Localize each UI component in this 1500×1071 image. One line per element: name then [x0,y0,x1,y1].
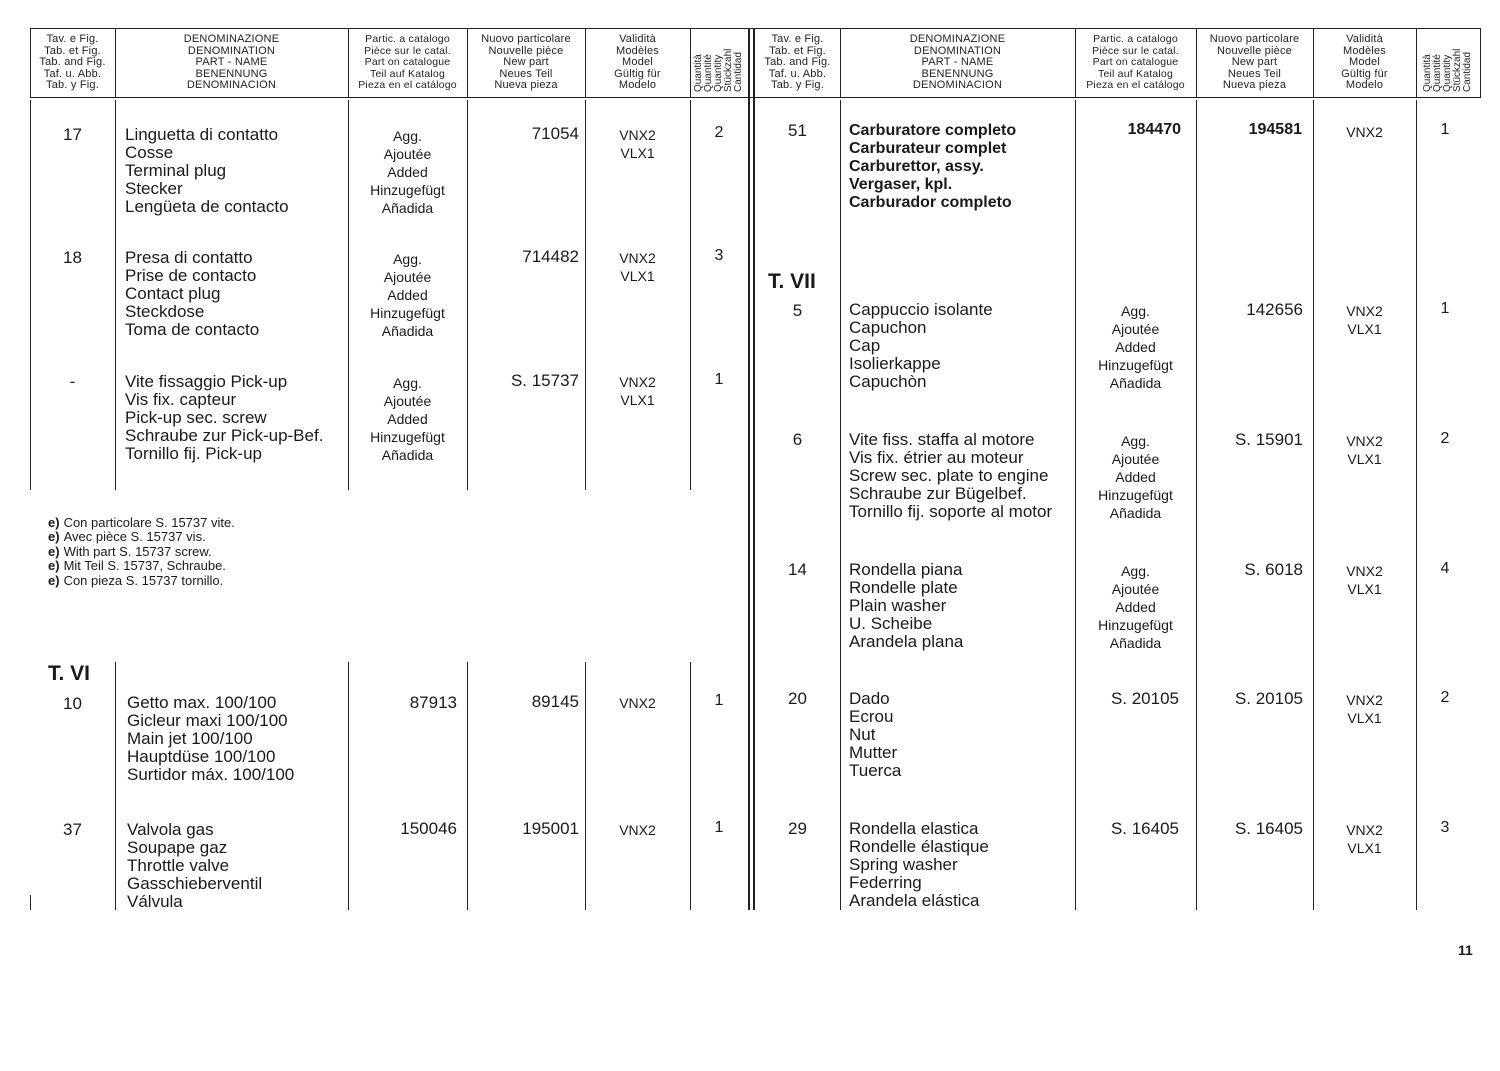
quantity: 4 [1440,560,1450,577]
new-part-number: 142656 [1246,300,1303,319]
page-number: 11 [1458,942,1473,958]
col-divider [115,100,116,490]
header-quantity: Quantità Quantité Quantity Stückzahl Cantidad [1422,48,1473,92]
part-names: Rondella elastica Rondelle élastique Spring washer Federring Arandela elástica [849,819,989,910]
col-divider [840,100,841,910]
footnote: e) Con particolare S. 15737 vite. e) Avec pièce S. 15737 vis. e) With part S. 15737 screw. e) Mit Teil S. 15737, Schraube. e) Con pieza S. 15737 tornillo. [48,515,235,588]
col-divider [1480,28,1481,98]
part-names: Rondella piana Rondelle plate Plain washer U. Scheibe Arandela plana [849,560,964,651]
fig-number: 17 [63,125,82,144]
col-divider [467,100,468,490]
quantity: 2 [714,124,724,141]
catalog-part-number: 184470 [1127,121,1181,138]
new-part-number: 71054 [531,124,579,143]
header-name: DENOMINAZIONE DENOMINATION PART - NAME BENENNUNG DENOMINACION [909,33,1006,92]
new-part-number: S. 20105 [1234,689,1303,708]
quantity: 1 [1440,300,1450,317]
catalog-status: Agg. Ajoutée Added Hinzugefügt Añadida [1098,563,1173,651]
fig-number: 6 [792,430,803,449]
col-divider [1416,100,1417,910]
quantity: 2 [1440,430,1450,447]
quantity: 1 [714,692,724,709]
fig-number: - [69,372,76,391]
header-newpart: Nuovo particolare Nouvelle pièce New part Neues Teil Nueva pieza [1209,33,1300,92]
catalog-status: Agg. Ajoutée Added Hinzugefügt Añadida [370,251,445,339]
col-divider [690,100,691,490]
validity-models: VNX2 VLX1 [1346,692,1383,726]
new-part-number: S. 15737 [510,371,579,390]
part-names: Presa di contatto Prise de contacto Contact plug Steckdose Toma de contacto [125,248,260,339]
validity-models: VNX2 [619,822,656,838]
new-part-number: S. 6018 [1244,560,1303,579]
quantity: 1 [1440,121,1450,138]
quantity: 1 [714,371,724,388]
part-names: Linguetta di contatto Cosse Terminal plug Stecker Lengüeta de contacto [125,125,289,216]
part-names: Vite fissaggio Pick-up Vis fix. capteur Pick-up sec. screw Schraube zur Pick-up-Bef. Tornillo fij. Pick-up [125,372,324,463]
header-quantity: Quantità Quantité Quantity Stückzahl Cantidad [693,48,744,92]
catalog-status: Agg. Ajoutée Added Hinzugefügt Añadida [1098,433,1173,521]
part-names: Dado Ecrou Nut Mutter Tuerca [849,689,902,780]
validity-models: VNX2 VLX1 [1346,433,1383,467]
fig-number: 51 [788,121,807,140]
validity-models: VNX2 VLX1 [619,127,656,161]
header-validity: Validità Modèles Model Gültig für Modelo [614,33,661,92]
validity-models: VNX2 [1346,124,1383,140]
validity-models: VNX2 VLX1 [619,250,656,284]
header-name: DENOMINAZIONE DENOMINATION PART - NAME BENENNUNG DENOMINACION [183,33,280,92]
validity-models: VNX2 VLX1 [619,374,656,408]
part-names: Getto max. 100/100 Gicleur maxi 100/100 Main jet 100/100 Hauptdüse 100/100 Surtidor máx. 100/100 [127,693,295,784]
new-part-number: 195001 [522,819,579,838]
new-part-number: 714482 [522,247,579,266]
quantity: 3 [1440,819,1450,836]
header-top-rule [30,28,1480,29]
fig-number: 10 [63,694,82,713]
fig-number: 20 [788,689,807,708]
header-newpart: Nuovo particolare Nouvelle pièce New part Neues Teil Nueva pieza [481,33,571,92]
catalog-part-number: 150046 [400,819,457,838]
col-divider [30,895,31,910]
col-divider [1196,100,1197,910]
header-validity: Validità Modèles Model Gültig für Modelo [1341,33,1388,92]
fig-number: 5 [792,301,803,320]
col-divider [115,662,116,910]
header-catalog: Partic. a catalogo Pièce sur le catal. Part on catalogue Teil auf Katalog Pieza en el catálogo [1086,33,1185,92]
catalog-status: Agg. Ajoutée Added Hinzugefügt Añadida [370,128,445,216]
header-fig: Tav. e Fig. Tab. et Fig. Tab. and Fig. Taf. u. Abb. Tab. y Fig. [764,33,831,92]
part-names: Cappuccio isolante Capuchon Cap Isolierkappe Capuchòn [849,300,993,391]
fig-number: 18 [63,248,82,267]
new-part-number: 89145 [531,692,579,711]
fig-number: 29 [788,819,807,838]
catalog-part-number: 87913 [409,693,457,712]
catalog-part-number: S. 20105 [1110,689,1179,708]
validity-models: VNX2 [619,695,656,711]
col-divider [30,100,31,490]
validity-models: VNX2 VLX1 [1346,303,1383,337]
catalog-part-number: S. 16405 [1110,819,1179,838]
fig-number: 14 [788,560,807,579]
part-names: Vite fiss. staffa al motore Vis fix. étrier au moteur Screw sec. plate to engine Schraube zur Bügelbef. Tornillo fij. soporte al motor [849,430,1053,521]
part-names: Carburatore completo Carburateur complet Carburettor, assy. Vergaser, kpl. Carburador completo [849,122,1017,211]
fig-number: 37 [63,820,82,839]
quantity: 3 [714,247,724,264]
validity-models: VNX2 VLX1 [1346,563,1383,597]
centre-double-rule [748,28,750,910]
header-bottom-rule [30,97,1480,98]
section-title: T. VII [768,270,816,293]
quantity: 2 [1440,689,1450,706]
new-part-number: S. 15901 [1234,430,1303,449]
new-part-number: 194581 [1248,121,1302,138]
quantity: 1 [714,819,724,836]
centre-double-rule [753,28,755,910]
header-fig: Tav. e Fig. Tab. et Fig. Tab. and Fig. Taf. u. Abb. Tab. y Fig. [39,33,106,92]
new-part-number: S. 16405 [1234,819,1303,838]
part-names: Valvola gas Soupape gaz Throttle valve Gasschieberventil Válvula [127,820,263,911]
catalog-status: Agg. Ajoutée Added Hinzugefügt Añadida [1098,303,1173,391]
catalog-status: Agg. Ajoutée Added Hinzugefügt Añadida [370,375,445,463]
header-catalog: Partic. a catalogo Pièce sur le catal. Part on catalogue Teil auf Katalog Pieza en el catálogo [358,33,457,92]
section-title: T. VI [48,662,91,685]
validity-models: VNX2 VLX1 [1346,822,1383,856]
col-divider [1313,100,1314,910]
